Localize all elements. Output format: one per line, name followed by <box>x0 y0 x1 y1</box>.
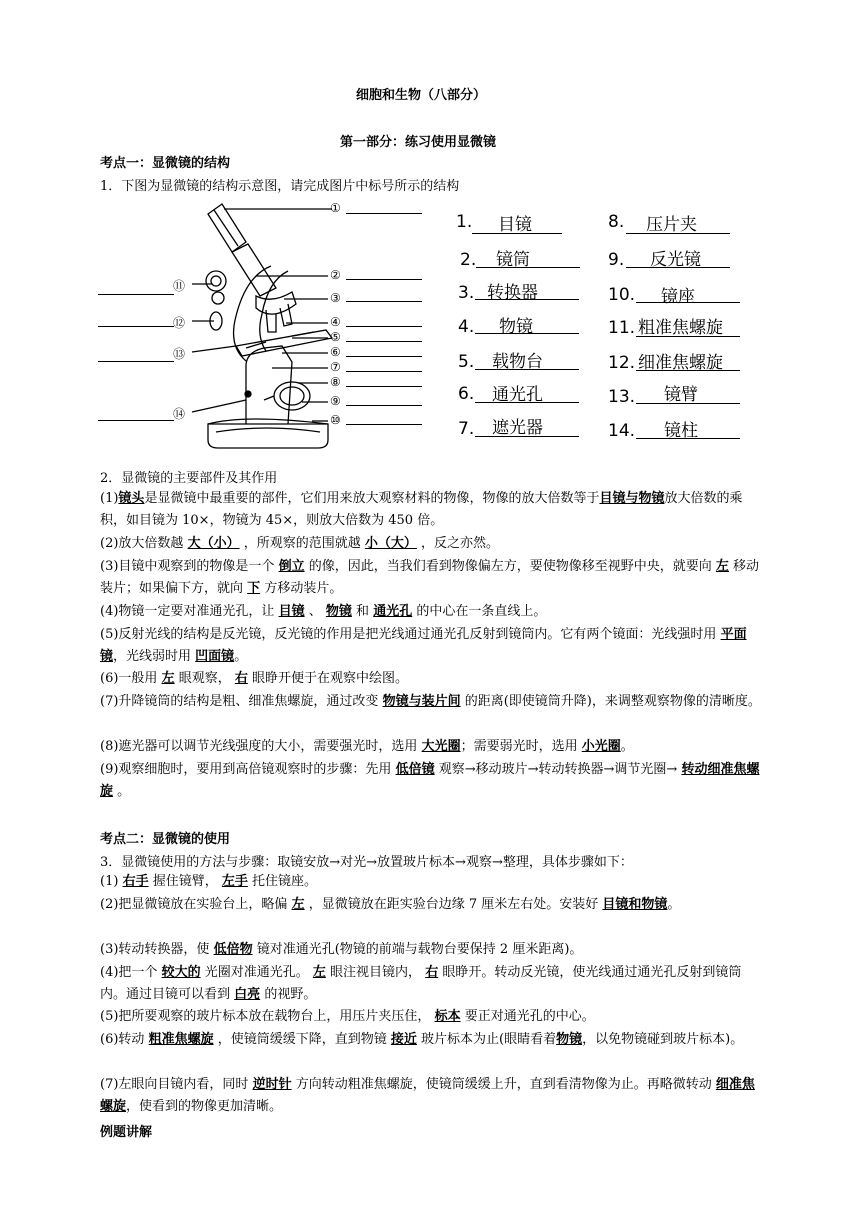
blank-line <box>346 424 422 425</box>
answer-3: 转换器 <box>487 283 538 303</box>
answer-number: 13. <box>608 387 636 407</box>
answer-number: 4. <box>458 317 475 337</box>
item-2-3: (3)目镜中观察到的物像是一个 倒立 的像，因此，当我们看到物像偏左方，要使物像移至视野中央，就要向 左 移动装片；如果偏下方，就向 下 方移动装片。 <box>100 559 760 596</box>
answer-10: 镜座 <box>661 287 695 307</box>
blank-line <box>346 326 422 327</box>
section-heading-2: 考点二：显微镜的使用 <box>100 832 231 847</box>
blank-line <box>346 279 422 280</box>
answer-number: 12. <box>608 353 636 373</box>
answer-number: 14. <box>608 421 636 441</box>
answer-number: 1. <box>456 212 473 232</box>
answer-number: 6. <box>458 384 475 404</box>
mark-5: ⑤ <box>330 330 341 344</box>
step-2: (2)把显微镜放在实验台上，略偏 左 ，显微镜放在距实验台边缘 7 厘米左右处。安装好 目镜和物镜。 <box>100 897 681 912</box>
step-5: (5)把所要观察的玻片标本放在载物台上，用压片夹压住， 标本 要正对通光孔的中心。 <box>100 1009 595 1024</box>
answer-9: 反光镜 <box>650 250 701 270</box>
page-title: 细胞和生物（八部分） <box>356 88 487 103</box>
mark-4: ④ <box>330 315 341 329</box>
answer-13: 镜臂 <box>664 385 698 405</box>
answer-number: 11. <box>608 318 636 338</box>
answer-7: 遮光器 <box>492 418 543 438</box>
answer-number: 10. <box>608 285 636 305</box>
blank-line <box>346 356 422 357</box>
mark-2: ② <box>330 268 341 282</box>
blank-line <box>346 341 422 342</box>
blank-line <box>346 213 422 214</box>
part-heading: 第一部分：练习使用显微镜 <box>340 135 497 150</box>
step-3: (3)转动转换器，使 低倍物 镜对准通光孔(物镜的前端与载物台要保持 2 厘米距离)。 <box>100 942 583 957</box>
mark-1: ① <box>330 201 341 215</box>
step-4: (4)把一个 较大的 光圈对准通光孔。 左 眼注视目镜内， 右 眼睁开。转动反光镜，使光线通过通光孔反射到镜筒内。通过目镜可以看到 白亮 的视野。 <box>100 965 742 1002</box>
answer-2: 镜筒 <box>496 250 530 270</box>
mark-9: ⑨ <box>330 394 341 408</box>
example-heading: 例题讲解 <box>100 1125 153 1140</box>
answer-6: 通光孔 <box>492 385 543 405</box>
item-2-9: (9)观察细胞时，要用到高倍镜观察时的步骤：先用 低倍镜 观察→移动玻片→转动转换器→调节光圈→ 转动细准焦螺旋 。 <box>100 762 760 799</box>
item-2-4: (4)物镜一定要对准通光孔，让 目镜 、 物镜 和 通光孔 的中心在一条直线上。 <box>100 604 547 619</box>
answer-1: 目镜 <box>498 215 532 235</box>
section-heading-1: 考点一：显微镜的结构 <box>100 156 231 171</box>
answer-14: 镜柱 <box>664 421 698 441</box>
blank-line <box>346 386 422 387</box>
answer-number: 9. <box>608 250 625 270</box>
mark-10: ⑩ <box>330 413 341 427</box>
item-2-1: (1)镜头是显微镜中最重要的部件，它们用来放大观察材料的物像，物像的放大倍数等于目镜与物镜放大倍数的乘积，如目镜为 10×，物镜为 45×，则放大倍数为 450 倍。 <box>100 491 743 528</box>
answer-number: 2. <box>460 250 477 270</box>
item-2-6: (6)一般用 左 眼观察， 右 眼睁开便于在观察中绘图。 <box>100 671 409 686</box>
mark-6: ⑥ <box>330 345 341 359</box>
answer-number: 5. <box>458 352 475 372</box>
item-2-7: (7)升降镜筒的结构是粗、细准焦螺旋，通过改变 物镜与装片间 的距离(即使镜筒升降)，来调整观察物像的清晰度。 <box>100 694 761 709</box>
answer-8: 压片夹 <box>646 215 697 235</box>
answer-5: 载物台 <box>492 352 543 372</box>
mark-7: ⑦ <box>330 360 341 374</box>
answer-12: 细准焦螺旋 <box>638 353 723 373</box>
mark-3: ③ <box>330 291 341 305</box>
mark-8: ⑧ <box>330 375 341 389</box>
step-7: (7)左眼向目镜内看，同时 逆时针 方向转动粗准焦螺旋，使镜筒缓缓上升，直到看清物像为止。再略微转动 细准焦螺旋，使看到的物像更加清晰。 <box>100 1077 755 1114</box>
question-3: 3．显微镜使用的方法与步骤：取镜安放→对光→放置玻片标本→观察→整理，具体步骤如下： <box>100 855 633 870</box>
question-2: 2．显微镜的主要部件及其作用 <box>100 471 278 486</box>
answer-11: 粗准焦螺旋 <box>638 318 723 338</box>
blank-line <box>98 326 174 327</box>
answer-4: 物镜 <box>499 317 533 337</box>
answer-number: 7. <box>458 419 475 439</box>
item-2-8: (8)遮光器可以调节光线强度的大小，需要强光时，选用 大光圈；需要弱光时，选用 小光圈。 <box>100 739 634 754</box>
question-1: 1．下图为显微镜的结构示意图，请完成图片中标号所示的结构 <box>100 179 460 194</box>
answer-number: 3. <box>458 283 475 303</box>
blank-line <box>346 301 422 302</box>
step-1: (1) 右手 握住镜臂， 左手 托住镜座。 <box>100 874 318 889</box>
blank-line <box>346 371 422 372</box>
mark-12: ⑫ <box>173 316 186 330</box>
mark-11: ⑪ <box>173 279 186 293</box>
blank-line <box>346 405 422 406</box>
mark-14: ⑭ <box>173 407 186 421</box>
blank-line <box>98 294 174 295</box>
item-2-5: (5)反射光线的结构是反光镜，反光镜的作用是把光线通过通光孔反射到镜筒内。它有两个镜面：光线强时用 平面镜，光线弱时用 凹面镜。 <box>100 627 747 664</box>
mark-13: ⑬ <box>173 347 186 361</box>
blank-line <box>98 420 174 421</box>
step-6: (6)转动 粗准焦螺旋 ，使镜筒缓缓下降，直到物镜 接近 玻片标本为止(眼睛看着物镜，以免物镜碰到玻片标本)。 <box>100 1032 744 1047</box>
answer-number: 8. <box>608 212 625 232</box>
blank-line <box>98 361 174 362</box>
item-2-2: (2)放大倍数越 大（小） ，所观察的范围就越 小（大） ，反之亦然。 <box>100 536 500 551</box>
